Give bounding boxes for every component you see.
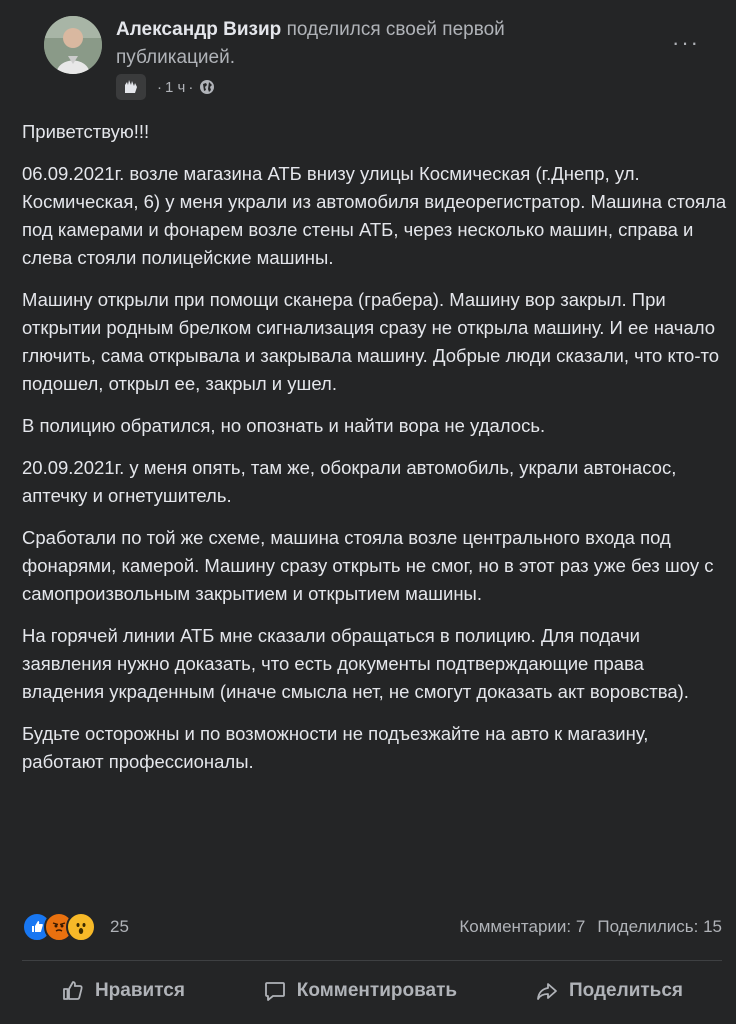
post-paragraph: В полицию обратился, но опознать и найти вора не удалось. bbox=[22, 415, 546, 436]
meta-separator: · bbox=[188, 78, 194, 96]
author-avatar[interactable] bbox=[44, 16, 102, 74]
post-body bbox=[22, 118, 728, 790]
post-header bbox=[22, 0, 722, 110]
post-paragraph: Сработали по той же схеме, машина стояла возле центрального входа под фонарями, камерой. Машину сразу открыть не смог, но в этот раз уже без шоу с самопроизвольным закрытием и открытием машины. bbox=[22, 527, 714, 604]
more-options-icon[interactable]: ··· bbox=[672, 30, 700, 55]
comment-icon bbox=[263, 979, 287, 1003]
post-actions bbox=[22, 966, 722, 1016]
post-meta bbox=[116, 74, 215, 100]
post-paragraph: 06.09.2021г. возле магазина АТБ внизу улицы Космическая (г.Днепр, ул. Космическая, 6) у меня украли из автомобиля видеорегистратор. Машина стояла под камерами и фонарем возле стены АТБ, через несколько машин, справа и слева стояли полицейские машины. bbox=[22, 163, 727, 268]
stats-right bbox=[459, 917, 722, 937]
reaction-count[interactable]: 25 bbox=[110, 917, 129, 936]
post-paragraph: На горячей линии АТБ мне сказали обращаться в полицию. Для подачи заявления нужно доказать, что есть документы подтверждающие права владения украденным (иначе смысла нет, не смогут доказать акт воровства). bbox=[22, 625, 689, 702]
post-paragraph: Приветствую!!! bbox=[22, 121, 150, 142]
author-line bbox=[116, 16, 586, 72]
post-action-text: поделился своей первой публикацией. bbox=[116, 19, 505, 68]
like-button[interactable] bbox=[61, 979, 185, 1003]
actions-divider bbox=[22, 960, 722, 961]
wow-icon bbox=[66, 912, 96, 942]
globe-icon bbox=[199, 79, 215, 95]
like-label: Нравится bbox=[94, 980, 185, 1001]
share-icon bbox=[535, 979, 559, 1003]
comments-count[interactable]: Комментарии: 7 bbox=[459, 917, 586, 936]
shares-count[interactable]: Поделились: 15 bbox=[597, 917, 722, 936]
share-button[interactable] bbox=[535, 979, 683, 1003]
post-paragraph: Будьте осторожны и по возможности не подъезжайте на авто к магазину, работают профессионалы. bbox=[22, 723, 649, 772]
share-label: Поделиться bbox=[568, 980, 684, 1001]
hands-icon bbox=[116, 74, 146, 100]
post-time[interactable]: 1 ч bbox=[165, 78, 186, 96]
author-name[interactable]: Александр Визир bbox=[116, 19, 282, 40]
meta-separator: · bbox=[157, 78, 162, 96]
comment-button[interactable] bbox=[263, 979, 457, 1003]
avatar-photo-icon bbox=[44, 16, 102, 74]
comment-label: Комментировать bbox=[296, 980, 458, 1001]
reaction-icons[interactable] bbox=[22, 912, 96, 942]
post-paragraph: Машину открыли при помощи сканера (грабера). Машину вор закрыл. При открытии родным брелком сигнализация сразу не открыла машину. И ее начало глючить, сама открывала и закрывала машину. Добрые люди сказали, что кто-то подошел, открыл ее, закрыл и ушел. bbox=[22, 289, 720, 394]
thumbs-up-icon bbox=[61, 979, 85, 1003]
post-stats bbox=[22, 910, 722, 944]
post-paragraph: 20.09.2021г. у меня опять, там же, обокрали автомобиль, украли автонасос, аптечку и огнетушитель. bbox=[22, 457, 677, 506]
